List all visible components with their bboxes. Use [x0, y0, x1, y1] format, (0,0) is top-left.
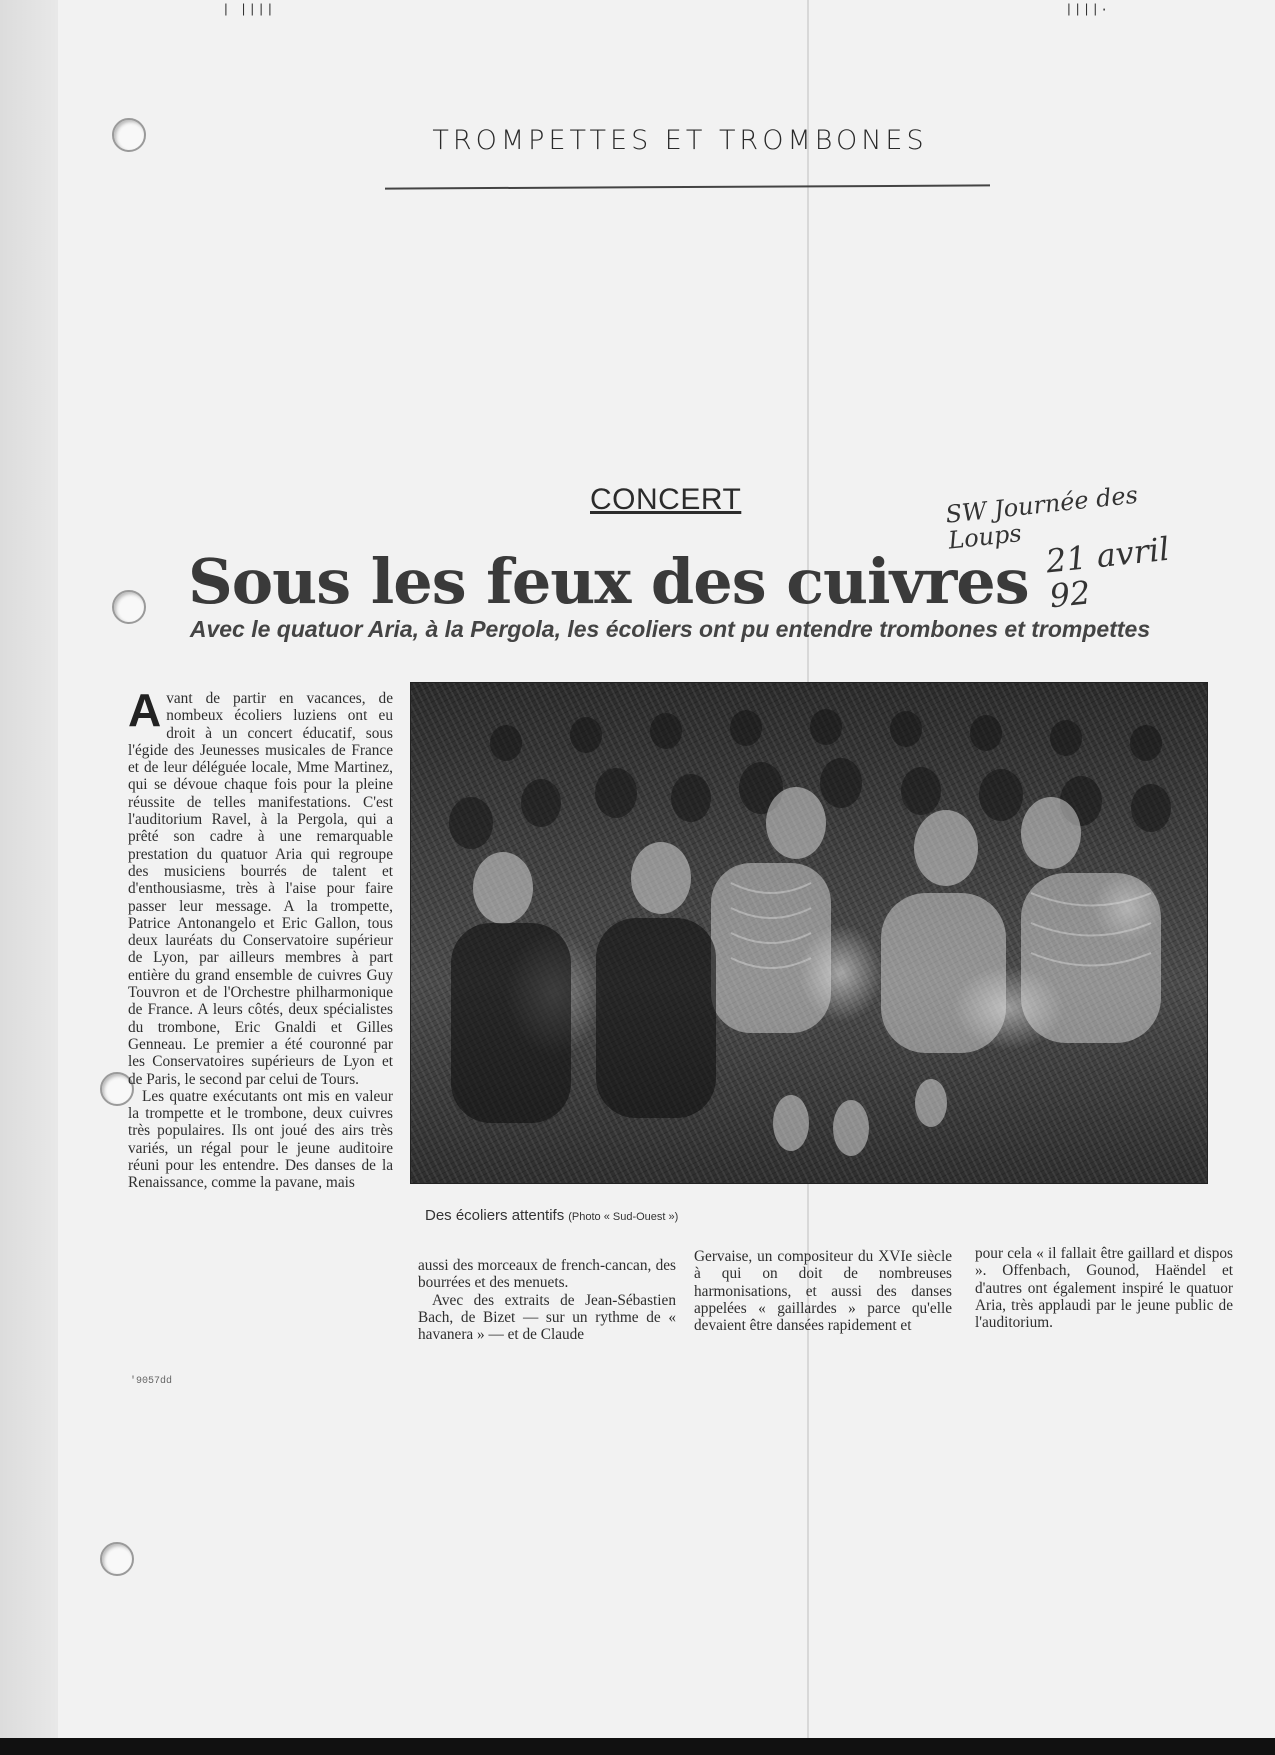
photo-audience-illustration	[411, 683, 1207, 1183]
column-2-paragraph-1: aussi des morceaux de french-cancan, des bourrées et des menuets.	[418, 1257, 676, 1292]
scan-tick-marks: | ||||	[222, 2, 275, 17]
article-rubric: CONCERT	[590, 483, 742, 516]
article-column-2	[418, 1257, 676, 1343]
article-column-3	[694, 1248, 952, 1334]
photo-credit: (Photo « Sud-Ouest »)	[568, 1211, 679, 1223]
scan-tick-marks: ||||·	[1065, 2, 1110, 17]
column-1-paragraph-1: vant de partir en vacances, de nombeux écoliers luziens ont eu droit à un concert éducatif, sous l'égide des Jeunesses musicales de France et de leur déléguée locale, Mme Martinez, qui se dévoue chaque fois pour la pleine réussite de telles manifestations. C'est l'auditorium Ravel, à la Pergola, qui a prêté son cadre à une remarquable prestation du quatuor Aria qui regroupe des musiciens bourrés de talent et d'enthousiasme, très à l'aise pour faire passer leur message. A la trompette, Patrice Antonangelo et Eric Gallon, tous deux lauréats du Conservatoire supérieur de Lyon, par ailleurs membres à part entière du grand ensemble de cuivres Guy Touvron et de l'Orchestre philharmonique de France. A leurs côtés, deux spécialistes du trombone, Eric Gnaldi et Gilles Genneau. Le premier a été couronné par les Conservatoires supérieurs de Lyon et de Paris, le second par celui de Tours.	[128, 690, 393, 1088]
footer-code: '9057dd	[130, 1376, 173, 1387]
drop-cap: A	[128, 684, 162, 736]
photo-caption	[425, 1207, 678, 1224]
handwritten-title: TROMPETTES ET TROMBONES	[432, 125, 928, 156]
article-photo	[410, 682, 1208, 1184]
column-4-paragraph-1: pour cela « il fallait être gaillard et dispos ». Offenbach, Gounod, Haëndel et d'autres ont également inspiré le quatuor Aria, très applaudi par le jeune public de l'auditorium.	[975, 1245, 1233, 1332]
column-1-paragraph-2: Les quatre exécutants ont mis en valeur la trompette et le trombone, deux cuivres très populaires. Ils ont joué des airs très variés, un régal pour le jeune auditoire réuni pour les entendre. Des danses de la Renaissance, comme la pavane, mais	[128, 1087, 393, 1192]
caption-text: Des écoliers attentifs	[425, 1207, 565, 1224]
scan-left-margin	[0, 0, 58, 1755]
punch-hole	[112, 118, 146, 152]
article-column-4	[975, 1245, 1233, 1331]
article-column-1	[128, 684, 393, 1192]
column-2-paragraph-2: Avec des extraits de Jean-Sébastien Bach, de Bizet — sur un rythme de « havanera » — et de Claude	[418, 1291, 676, 1344]
handwritten-source: SW Journée des Loups	[944, 480, 1140, 556]
punch-hole	[100, 1542, 134, 1576]
scan-bottom-bar	[0, 1738, 1275, 1755]
article-subheadline: Avec le quatuor Aria, à la Pergola, les écoliers ont pu entendre trombones et trompettes	[189, 616, 1151, 642]
punch-hole	[112, 590, 146, 624]
column-3-paragraph-1: Gervaise, un compositeur du XVIe siècle à qui on doit de nombreuses harmonisations, et aussi des danses appelées « gaillardes » parce qu'elle devaient être dansées rapidement et	[694, 1248, 952, 1335]
article-headline: Sous les feux des cuivres	[188, 545, 1029, 618]
handwritten-date: 21 avril 92	[1044, 529, 1172, 616]
